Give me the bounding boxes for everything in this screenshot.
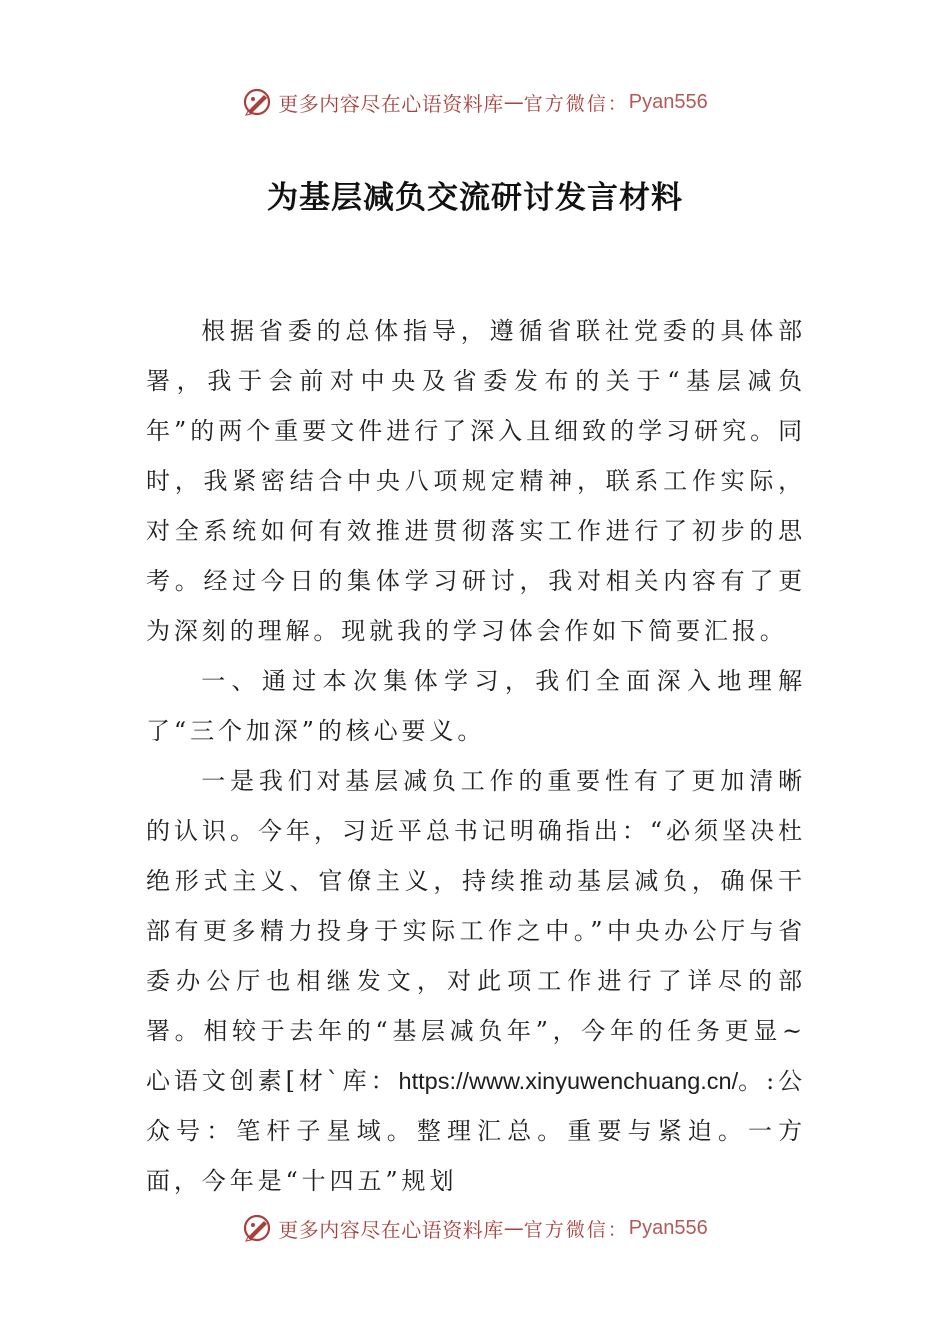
banner-wechat-id: Pyan556 xyxy=(628,1216,708,1239)
paragraph-1: 根据省委的总体指导，遵循省联社党委的具体部署，我于会前对中央及省委发布的关于“基层减负年”的两个重要文件进行了深入且细致的学习研究。同时，我紧密结合中央八项规定精神，联系工作实际，对全系统如何有效推进贯彻落实工作进行了初步的思考。经过今日的集体学习研讨，我对相关内容有了更为深刻的理解。现就我的学习体会作如下简要汇报。 xyxy=(146,317,806,645)
source-url-link[interactable]: https://www.xinyuwenchuang.cn/ xyxy=(398,1068,739,1094)
banner-wechat-label: 官方微信： xyxy=(523,92,629,115)
document-title: 为基层减负交流研讨发言材料 xyxy=(267,180,683,216)
header-banner xyxy=(0,80,950,124)
banner-wechat-label: 官方微信： xyxy=(523,1218,629,1241)
banner-wechat-id: Pyan556 xyxy=(628,90,708,113)
banner-text: 更多内容尽在心语资料库 xyxy=(278,1217,504,1242)
paragraph-2: 一、通过本次集体学习，我们全面深入地理解了“三个加深”的核心要义。 xyxy=(146,667,806,745)
document-body xyxy=(146,306,806,1206)
paragraph-3-text-before: 一是我们对基层减负工作的重要性有了更加清晰的认识。今年，习近平总书记明确指出：“必须坚决杜绝形式主义、官僚主义，持续推动基层减负，确保干部有更多精力投身于实际工作之中。”中央办公厅与省委办公厅也相继发文，对此项工作进行了详尽的部署。相较于去年的“基层减负年”，今年的任务更显~心语文创素[材`库： xyxy=(146,767,806,1095)
banner-separator: — xyxy=(503,1216,524,1240)
banner-separator: — xyxy=(503,90,524,114)
pen-circle-logo-icon xyxy=(242,1213,272,1243)
paragraph-3 xyxy=(146,756,806,1206)
paragraph-3-text-after: 。:公众号：笔杆子星域。整理汇总。重要与紧迫。一方面，今年是“十四五”规划 xyxy=(146,1067,806,1195)
pen-circle-logo-icon xyxy=(242,87,272,117)
footer-banner xyxy=(0,1206,950,1250)
banner-text: 更多内容尽在心语资料库 xyxy=(278,91,504,116)
